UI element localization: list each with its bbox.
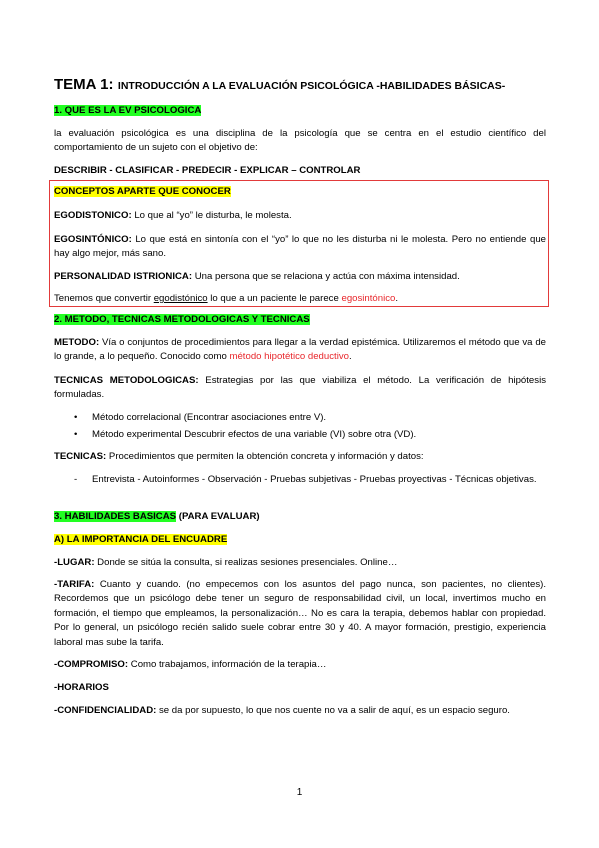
page-number: 1 bbox=[296, 787, 303, 798]
egosintonico-def: EGOSINTÓNICO: Lo que está en sintonía con el “yo” lo que no les disturba ni le molesta. Pero no entiende que hay algo mejor, más sano. bbox=[54, 234, 546, 260]
tecnicas-def: TECNICAS: Procedimientos que permiten la obtención concreta y información y datos: bbox=[54, 451, 424, 462]
compromiso-def: -COMPROMISO: Como trabajamos, información de la terapia… bbox=[54, 659, 327, 670]
lugar-def: -LUGAR: Donde se sitúa la consulta, si realizas sesiones presenciales. Online… bbox=[54, 557, 398, 568]
list-item: • Método correlacional (Encontrar asociaciones entre V). bbox=[74, 412, 327, 423]
horarios-def: -HORARIOS bbox=[54, 682, 109, 693]
section2-heading: 2. METODO, TECNICAS METODOLOGICAS Y TECNICAS bbox=[54, 314, 310, 325]
tecnicas-list: - Entrevista - Autoinformes - Observación - Pruebas subjetivas - Pruebas proyectivas - Técnicas objetivas. bbox=[74, 474, 537, 485]
egodistonico-def: EGODISTONICO: Lo que al “yo” le disturba, le molesta. bbox=[54, 210, 292, 221]
encuadre-subheading: A) LA IMPORTANCIA DEL ENCUADRE bbox=[54, 534, 228, 545]
section3-heading: 3. HABILIDADES BASICAS (PARA EVALUAR) bbox=[54, 511, 260, 522]
section1-body: la evaluación psicológica es una disciplina de la psicología que se centra en el estudio científico del comportamiento de un sujeto con el objetivo de: bbox=[54, 128, 546, 154]
metodo-def: METODO: Vía o conjuntos de procedimientos para llegar a la verdad epistémica. Utilizaremos el método que va de lo grande, a lo pequeño. Conocido como método hipotético deductivo. bbox=[54, 337, 546, 363]
list-item: • Método experimental Descubrir efectos de una variable (VI) sobre otra (VD). bbox=[74, 429, 417, 440]
title-subtitle: INTRODUCCIÓN A LA EVALUACIÓN PSICOLÓGICA -HABILIDADES BÁSICAS- bbox=[117, 80, 506, 92]
personalidad-def: PERSONALIDAD ISTRIONICA: Una persona que se relaciona y actúa con máxima intensidad. bbox=[54, 271, 460, 282]
section1-verbs: DESCRIBIR - CLASIFICAR - PREDECIR - EXPLICAR – CONTROLAR bbox=[54, 165, 361, 176]
title-tema: TEMA 1: bbox=[54, 76, 114, 93]
confidencialidad-def: -CONFIDENCIALIDAD: se da por supuesto, lo que nos cuente no va a salir de aquí, es un espacio seguro. bbox=[54, 705, 510, 716]
section1-heading: 1. QUE ES LA EV PSICOLOGICA bbox=[54, 105, 202, 116]
tarifa-def: -TARIFA: Cuanto y cuando. (no empecemos con los asuntos del pago nunca, son pacientes, no clientes). Recordemos que un psicólogo debe tener un seguro de responsabilidad civil, un local, invertimos mucho en formación, el tiempo que empleamos, la personalización… No es cara la terapia, debemos hablar con propiedad. Por lo general, un psicólogo recién salido suele cobrar entre 30 y 40. A mayor formación, prestigio, experiencia laboral mas sube la tarifa. bbox=[54, 579, 546, 648]
page-title bbox=[54, 76, 505, 94]
tecnicas-metodologicas-def: TECNICAS METODOLOGICAS: Estrategias por las que viabiliza el método. La verificación de hipótesis formuladas. bbox=[54, 375, 546, 401]
convert-sentence: Tenemos que convertir egodistónico lo que a un paciente le parece egosintónico. bbox=[54, 293, 399, 304]
concepts-heading: CONCEPTOS APARTE QUE CONOCER bbox=[54, 186, 231, 197]
